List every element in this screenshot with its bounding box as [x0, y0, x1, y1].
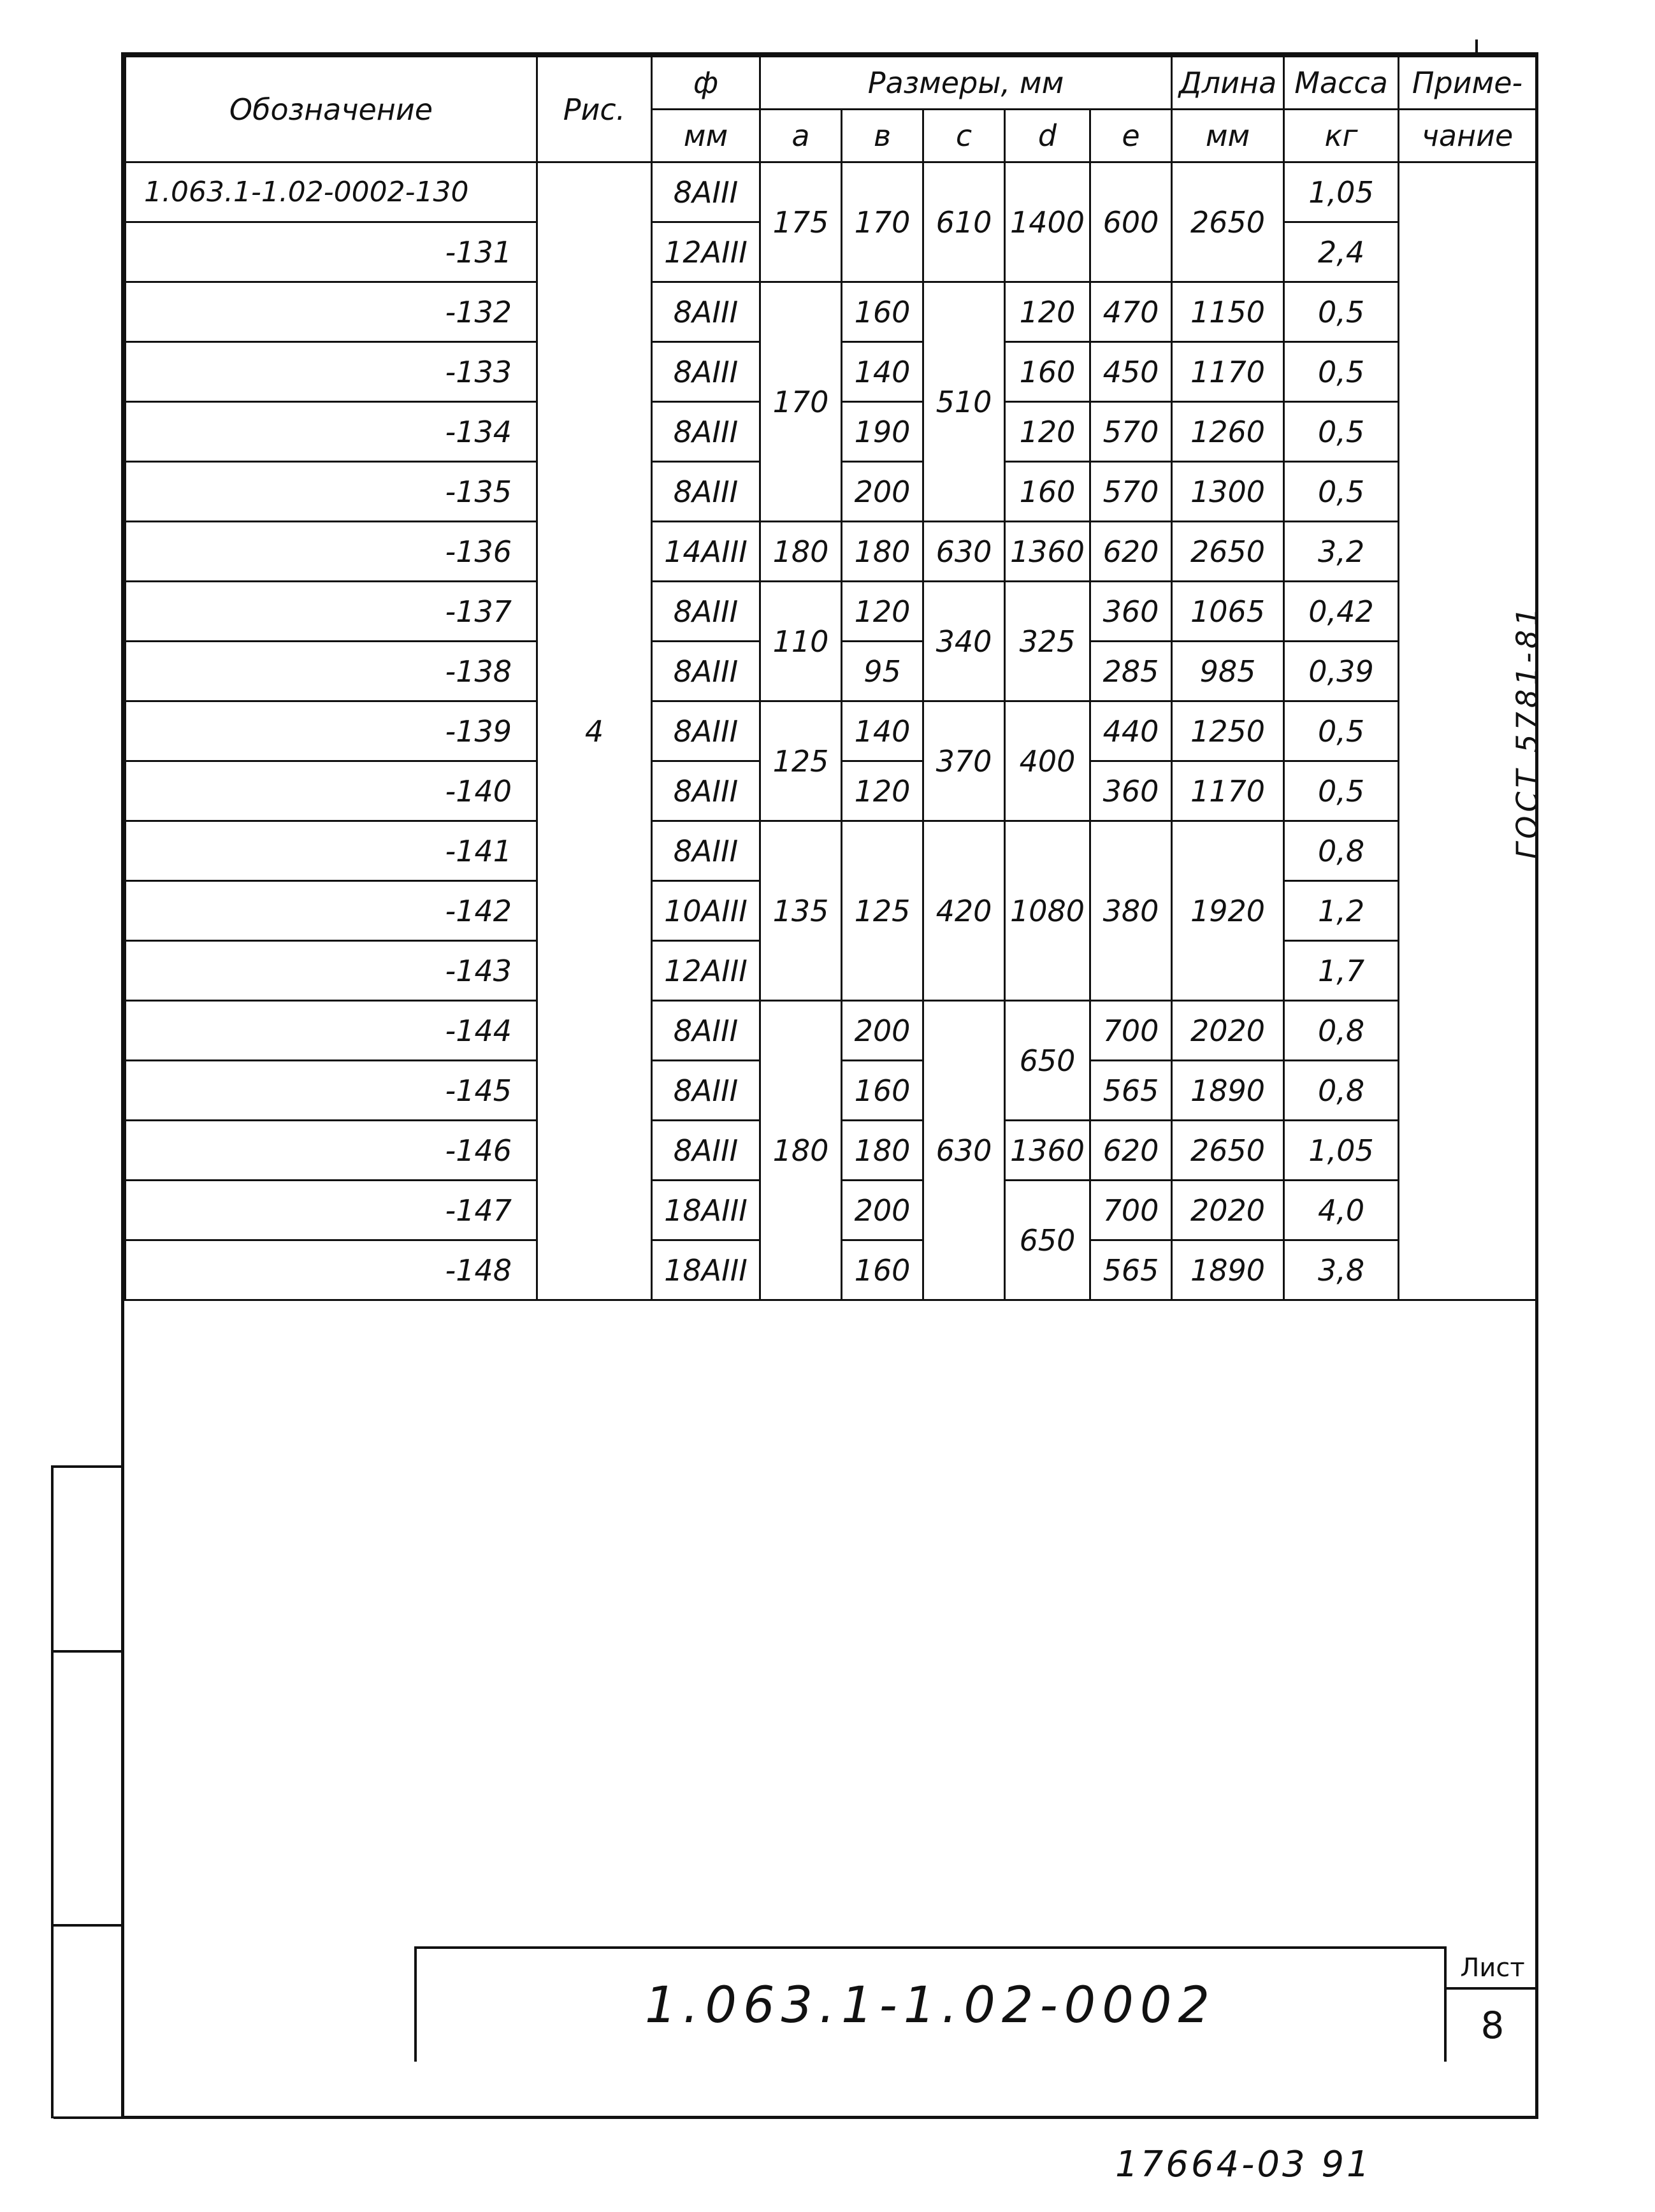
- col-header-c: c: [923, 110, 1005, 162]
- designation-cell: -142: [126, 881, 537, 941]
- size-a-cell: 180: [760, 522, 842, 582]
- size-d-cell: 160: [1005, 462, 1090, 522]
- mass-cell: 0,8: [1284, 821, 1399, 881]
- mass-cell: 0,5: [1284, 342, 1399, 402]
- size-c-cell: 610: [923, 162, 1005, 282]
- note-cell: [1399, 162, 1545, 1300]
- size-d-cell: 650: [1005, 1181, 1090, 1300]
- col-header-phi: ф: [652, 57, 760, 110]
- mass-cell: 1,2: [1284, 881, 1399, 941]
- rebar-cell: 18АIII: [652, 1181, 760, 1240]
- rebar-cell: 8АIII: [652, 821, 760, 881]
- length-cell: 1300: [1172, 462, 1284, 522]
- specification-table: [124, 55, 1545, 1301]
- col-header-b: в: [842, 110, 923, 162]
- mass-cell: 3,2: [1284, 522, 1399, 582]
- designation-cell: -141: [126, 821, 537, 881]
- col-header-designation: Обозначение: [126, 57, 537, 162]
- size-c-cell: 370: [923, 701, 1005, 821]
- table-row: [126, 522, 1536, 582]
- size-b-cell: 120: [842, 582, 923, 642]
- rebar-cell: 8АIII: [652, 761, 760, 821]
- mass-cell: 1,7: [1284, 941, 1399, 1001]
- length-cell: 1065: [1172, 582, 1284, 642]
- size-e-cell: 620: [1090, 1121, 1172, 1181]
- rebar-cell: 12АIII: [652, 941, 760, 1001]
- mass-cell: 0,8: [1284, 1061, 1399, 1121]
- size-b-cell: 140: [842, 342, 923, 402]
- rebar-cell: 14АIII: [652, 522, 760, 582]
- size-b-cell: 180: [842, 1121, 923, 1181]
- col-header-d: d: [1005, 110, 1090, 162]
- designation-cell: -133: [126, 342, 537, 402]
- rebar-cell: 8АIII: [652, 582, 760, 642]
- size-a-cell: 175: [760, 162, 842, 282]
- designation-cell: -132: [126, 282, 537, 342]
- col-header-sizes: Размеры, мм: [760, 57, 1172, 110]
- size-d-cell: 120: [1005, 402, 1090, 462]
- size-d-cell: 1080: [1005, 821, 1090, 1001]
- strip-divider: [54, 2116, 124, 2119]
- size-e-cell: 565: [1090, 1240, 1172, 1300]
- designation-cell: -139: [126, 701, 537, 761]
- designation-cell: 1.063.1-1.02-0002-130: [126, 162, 537, 222]
- length-cell: 2020: [1172, 1001, 1284, 1061]
- designation-cell: -148: [126, 1240, 537, 1300]
- size-e-cell: 700: [1090, 1001, 1172, 1061]
- archive-code: 17664-03 91: [1115, 2144, 1372, 2185]
- length-cell: 1260: [1172, 402, 1284, 462]
- rebar-cell: 8АIII: [652, 1001, 760, 1061]
- size-b-cell: 190: [842, 402, 923, 462]
- rebar-cell: 8АIII: [652, 402, 760, 462]
- sheet-label: Лист: [1447, 1946, 1538, 1990]
- size-b-cell: 180: [842, 522, 923, 582]
- mass-cell: 0,5: [1284, 282, 1399, 342]
- size-a-cell: 180: [760, 1001, 842, 1300]
- size-c-cell: 510: [923, 282, 1005, 522]
- size-e-cell: 360: [1090, 582, 1172, 642]
- col-header-figure: Рис.: [537, 57, 652, 162]
- length-cell: 2650: [1172, 162, 1284, 282]
- col-header-a: a: [760, 110, 842, 162]
- size-b-cell: 170: [842, 162, 923, 282]
- rebar-cell: 8АIII: [652, 282, 760, 342]
- size-a-cell: 135: [760, 821, 842, 1001]
- size-d-cell: 1360: [1005, 522, 1090, 582]
- length-cell: 1170: [1172, 761, 1284, 821]
- mass-cell: 0,5: [1284, 402, 1399, 462]
- size-e-cell: 450: [1090, 342, 1172, 402]
- mass-cell: 0,5: [1284, 462, 1399, 522]
- size-e-cell: 285: [1090, 642, 1172, 701]
- length-cell: 1890: [1172, 1240, 1284, 1300]
- header-row-1: [126, 57, 1536, 110]
- size-a-cell: 170: [760, 282, 842, 522]
- rebar-cell: 8АIII: [652, 701, 760, 761]
- corner-tick: [1475, 40, 1478, 54]
- rebar-cell: 8АIII: [652, 1061, 760, 1121]
- size-a-cell: 110: [760, 582, 842, 701]
- note-text: ГОСТ 5781-81: [1510, 603, 1545, 859]
- size-e-cell: 700: [1090, 1181, 1172, 1240]
- designation-cell: -146: [126, 1121, 537, 1181]
- length-cell: 1170: [1172, 342, 1284, 402]
- designation-cell: -135: [126, 462, 537, 522]
- sheet-number-box: [1447, 1946, 1538, 2062]
- mass-cell: 2,4: [1284, 222, 1399, 282]
- size-e-cell: 600: [1090, 162, 1172, 282]
- rebar-cell: 8АIII: [652, 642, 760, 701]
- mass-cell: 0,39: [1284, 642, 1399, 701]
- length-cell: 985: [1172, 642, 1284, 701]
- size-c-cell: 340: [923, 582, 1005, 701]
- strip-divider: [54, 1650, 124, 1653]
- table-row: [126, 162, 1536, 222]
- table-row: [126, 701, 1536, 761]
- rebar-cell: 8АIII: [652, 162, 760, 222]
- mass-cell: 0,8: [1284, 1001, 1399, 1061]
- length-cell: 2650: [1172, 522, 1284, 582]
- mass-cell: 0,5: [1284, 761, 1399, 821]
- drawing-sheet: [121, 52, 1545, 2119]
- size-e-cell: 470: [1090, 282, 1172, 342]
- title-block-code: 1.063.1-1.02-0002: [414, 1946, 1447, 2062]
- rebar-cell: 8АIII: [652, 1121, 760, 1181]
- size-b-cell: 160: [842, 1061, 923, 1121]
- size-d-cell: 120: [1005, 282, 1090, 342]
- designation-cell: -145: [126, 1061, 537, 1121]
- rebar-cell: 8АIII: [652, 462, 760, 522]
- designation-cell: -143: [126, 941, 537, 1001]
- length-cell: 1920: [1172, 821, 1284, 1001]
- size-d-cell: 1360: [1005, 1121, 1090, 1181]
- size-b-cell: 95: [842, 642, 923, 701]
- size-d-cell: 325: [1005, 582, 1090, 701]
- designation-cell: -136: [126, 522, 537, 582]
- rebar-cell: 18АIII: [652, 1240, 760, 1300]
- size-c-cell: 420: [923, 821, 1005, 1001]
- col-header-length-unit: мм: [1172, 110, 1284, 162]
- size-d-cell: 1400: [1005, 162, 1090, 282]
- mass-cell: 3,8: [1284, 1240, 1399, 1300]
- col-header-e: e: [1090, 110, 1172, 162]
- mass-cell: 4,0: [1284, 1181, 1399, 1240]
- table-row: [126, 1001, 1536, 1061]
- size-e-cell: 440: [1090, 701, 1172, 761]
- col-header-note: Приме-: [1399, 57, 1536, 110]
- sheet-number: 8: [1480, 2004, 1505, 2047]
- size-e-cell: 565: [1090, 1061, 1172, 1121]
- size-d-cell: 400: [1005, 701, 1090, 821]
- table-row: [126, 582, 1536, 642]
- rebar-cell: 12АIII: [652, 222, 760, 282]
- strip-divider: [54, 1924, 124, 1927]
- rebar-cell: 10АIII: [652, 881, 760, 941]
- col-header-phi-unit: мм: [652, 110, 760, 162]
- size-d-cell: 160: [1005, 342, 1090, 402]
- mass-cell: 0,5: [1284, 701, 1399, 761]
- designation-cell: -147: [126, 1181, 537, 1240]
- designation-cell: -140: [126, 761, 537, 821]
- size-b-cell: 160: [842, 282, 923, 342]
- col-header-note-2: чание: [1399, 110, 1536, 162]
- col-header-mass: Масса: [1284, 57, 1399, 110]
- designation-cell: -131: [126, 222, 537, 282]
- col-header-mass-unit: кг: [1284, 110, 1399, 162]
- size-b-cell: 200: [842, 462, 923, 522]
- size-b-cell: 120: [842, 761, 923, 821]
- binding-strip: [51, 1465, 121, 2118]
- size-b-cell: 125: [842, 821, 923, 1001]
- size-e-cell: 570: [1090, 402, 1172, 462]
- size-c-cell: 630: [923, 1001, 1005, 1300]
- col-header-length: Длина: [1172, 57, 1284, 110]
- size-e-cell: 620: [1090, 522, 1172, 582]
- size-b-cell: 140: [842, 701, 923, 761]
- length-cell: 1250: [1172, 701, 1284, 761]
- figure-cell: 4: [537, 162, 652, 1300]
- length-cell: 2650: [1172, 1121, 1284, 1181]
- size-b-cell: 200: [842, 1001, 923, 1061]
- length-cell: 1150: [1172, 282, 1284, 342]
- table-row: [126, 821, 1536, 881]
- size-b-cell: 160: [842, 1240, 923, 1300]
- size-b-cell: 200: [842, 1181, 923, 1240]
- strip-divider: [54, 1465, 124, 1468]
- mass-cell: 0,42: [1284, 582, 1399, 642]
- rebar-cell: 8АIII: [652, 342, 760, 402]
- mass-cell: 1,05: [1284, 1121, 1399, 1181]
- size-e-cell: 360: [1090, 761, 1172, 821]
- size-d-cell: 650: [1005, 1001, 1090, 1121]
- size-a-cell: 125: [760, 701, 842, 821]
- size-e-cell: 570: [1090, 462, 1172, 522]
- mass-cell: 1,05: [1284, 162, 1399, 222]
- designation-cell: -137: [126, 582, 537, 642]
- length-cell: 2020: [1172, 1181, 1284, 1240]
- table-row: [126, 282, 1536, 342]
- length-cell: 1890: [1172, 1061, 1284, 1121]
- size-e-cell: 380: [1090, 821, 1172, 1001]
- designation-cell: -144: [126, 1001, 537, 1061]
- designation-cell: -138: [126, 642, 537, 701]
- size-c-cell: 630: [923, 522, 1005, 582]
- designation-cell: -134: [126, 402, 537, 462]
